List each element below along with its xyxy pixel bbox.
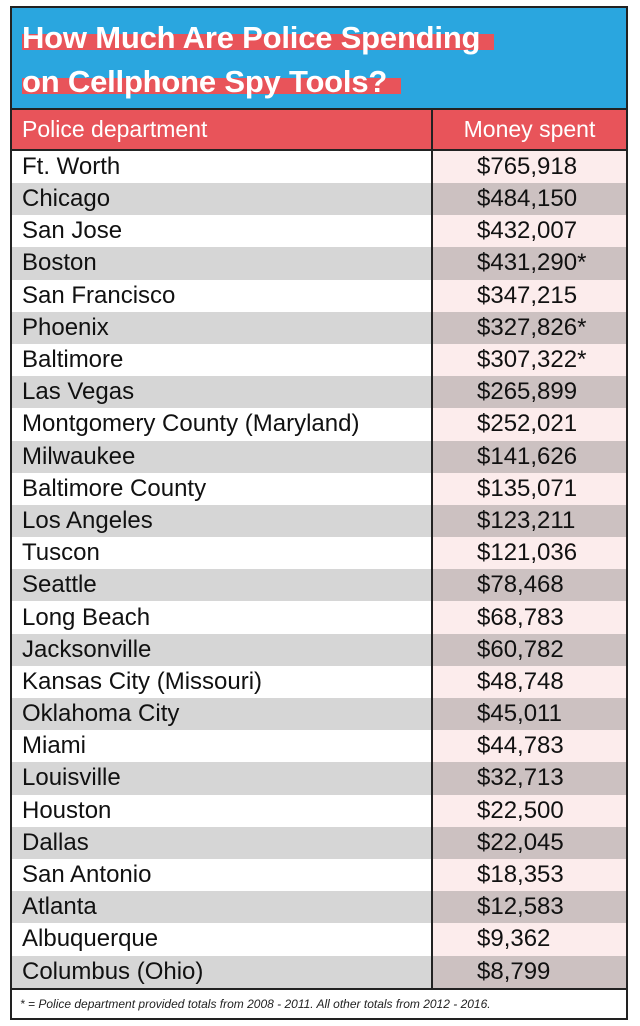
department-cell: Seattle <box>12 569 432 601</box>
department-cell: Houston <box>12 795 432 827</box>
table-row <box>12 150 626 183</box>
department-cell: Boston <box>12 247 432 279</box>
department-cell: Baltimore County <box>12 473 432 505</box>
table-body <box>12 150 626 988</box>
money-cell: $22,045 <box>432 827 626 859</box>
table-row <box>12 698 626 730</box>
money-cell: $48,748 <box>432 666 626 698</box>
money-cell: $765,918 <box>432 150 626 183</box>
header-row <box>12 110 626 150</box>
spending-table <box>12 110 626 988</box>
table-row <box>12 859 626 891</box>
money-cell: $327,826* <box>432 312 626 344</box>
title-line-1 <box>22 22 480 54</box>
table-row <box>12 634 626 666</box>
table-row <box>12 505 626 537</box>
table-row <box>12 730 626 762</box>
table-row <box>12 601 626 633</box>
title-line-2 <box>22 66 387 98</box>
department-cell: Milwaukee <box>12 441 432 473</box>
department-cell: Jacksonville <box>12 634 432 666</box>
table-row <box>12 280 626 312</box>
department-cell: Kansas City (Missouri) <box>12 666 432 698</box>
department-cell: Tuscon <box>12 537 432 569</box>
department-cell: Chicago <box>12 183 432 215</box>
table-row <box>12 666 626 698</box>
table-row <box>12 795 626 827</box>
money-cell: $265,899 <box>432 376 626 408</box>
title-banner <box>12 8 626 110</box>
column-header-money: Money spent <box>432 110 626 150</box>
money-cell: $8,799 <box>432 956 626 988</box>
money-cell: $44,783 <box>432 730 626 762</box>
money-cell: $123,211 <box>432 505 626 537</box>
table-row <box>12 247 626 279</box>
table-row <box>12 376 626 408</box>
money-cell: $45,011 <box>432 698 626 730</box>
money-cell: $252,021 <box>432 408 626 440</box>
department-cell: Oklahoma City <box>12 698 432 730</box>
table-row <box>12 473 626 505</box>
table-row <box>12 762 626 794</box>
money-cell: $135,071 <box>432 473 626 505</box>
department-cell: San Francisco <box>12 280 432 312</box>
department-cell: Columbus (Ohio) <box>12 956 432 988</box>
department-cell: Baltimore <box>12 344 432 376</box>
department-cell: Las Vegas <box>12 376 432 408</box>
footnote: * = Police department provided totals from 2008 - 2011. All other totals from 2012 - 2016. <box>12 988 626 1018</box>
title-text-2: on Cellphone Spy Tools? <box>22 64 388 99</box>
table-row <box>12 956 626 988</box>
department-cell: Montgomery County (Maryland) <box>12 408 432 440</box>
department-cell: Dallas <box>12 827 432 859</box>
table-row <box>12 344 626 376</box>
money-cell: $484,150 <box>432 183 626 215</box>
department-cell: Ft. Worth <box>12 150 432 183</box>
department-cell: Long Beach <box>12 601 432 633</box>
department-cell: San Jose <box>12 215 432 247</box>
column-header-department: Police department <box>12 110 432 150</box>
table-row <box>12 312 626 344</box>
table-row <box>12 215 626 247</box>
table-row <box>12 441 626 473</box>
department-cell: Miami <box>12 730 432 762</box>
table-row <box>12 827 626 859</box>
money-cell: $12,583 <box>432 891 626 923</box>
money-cell: $68,783 <box>432 601 626 633</box>
table-row <box>12 891 626 923</box>
table-row <box>12 923 626 955</box>
table-frame <box>10 6 628 1020</box>
department-cell: Phoenix <box>12 312 432 344</box>
department-cell: Albuquerque <box>12 923 432 955</box>
money-cell: $60,782 <box>432 634 626 666</box>
money-cell: $307,322* <box>432 344 626 376</box>
money-cell: $78,468 <box>432 569 626 601</box>
money-cell: $141,626 <box>432 441 626 473</box>
money-cell: $22,500 <box>432 795 626 827</box>
table-row <box>12 569 626 601</box>
department-cell: Atlanta <box>12 891 432 923</box>
money-cell: $32,713 <box>432 762 626 794</box>
money-cell: $347,215 <box>432 280 626 312</box>
money-cell: $9,362 <box>432 923 626 955</box>
department-cell: San Antonio <box>12 859 432 891</box>
table-row <box>12 408 626 440</box>
money-cell: $431,290* <box>432 247 626 279</box>
title-text-1: How Much Are Police Spending <box>22 20 481 55</box>
department-cell: Los Angeles <box>12 505 432 537</box>
money-cell: $18,353 <box>432 859 626 891</box>
table-row <box>12 183 626 215</box>
money-cell: $432,007 <box>432 215 626 247</box>
money-cell: $121,036 <box>432 537 626 569</box>
department-cell: Louisville <box>12 762 432 794</box>
table-row <box>12 537 626 569</box>
